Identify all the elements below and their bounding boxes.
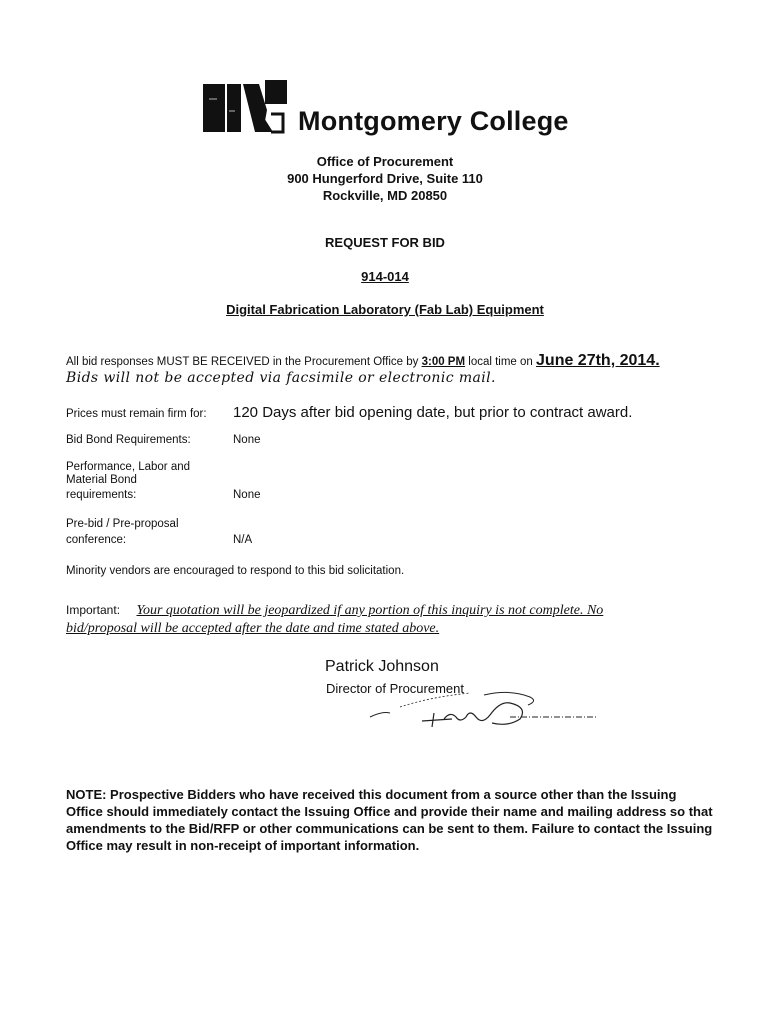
performance-label-line-2: Material Bond: [66, 474, 137, 486]
performance-label-line-3: requirements:: [66, 489, 137, 501]
deadline-date: June 27th, 2014.: [536, 352, 660, 369]
deadline-line: [66, 352, 660, 370]
important-line-2-wrap: [66, 619, 439, 637]
minority-notice: Minority vendors are encouraged to respond to this bid solicitation.: [66, 565, 405, 577]
prebid-label-line-1: Pre-bid / Pre-proposal: [66, 518, 179, 530]
bid-bond-label: Bid Bond Requirements:: [66, 434, 191, 446]
note-paragraph: NOTE: Prospective Bidders who have received this document from a source other than the Issuing Office should immediately contact the Issuing Office and provide their name and mailing address so that amendments to the Bid/RFP or other communications can be sent to them. Failure to contact the Issuing Office may result in non-receipt of important information.: [66, 787, 713, 853]
address-line-2: Rockville, MD 20850: [322, 188, 448, 203]
bid-heading: REQUEST FOR BID: [325, 235, 445, 250]
important-line-2: bid/proposal will be accepted after the date and time stated above.: [66, 621, 440, 636]
project-title: Digital Fabrication Laboratory (Fab Lab) Equipment: [226, 302, 544, 317]
prices-value: 120 Days after bid opening date, but prior to contract award.: [233, 404, 633, 421]
deadline-text-before: All bid responses MUST BE RECEIVED in the Procurement Office by: [66, 356, 422, 368]
important-label: Important:: [66, 603, 121, 617]
montgomery-college-logo: [203, 80, 288, 136]
bid-number: 914-014: [361, 269, 409, 284]
performance-label-line-1: Performance, Labor and: [66, 461, 191, 473]
important-block: [66, 601, 716, 620]
handwritten-signature: [360, 683, 605, 733]
prices-label: Prices must remain firm for:: [66, 408, 207, 420]
prebid-label-line-2: conference:: [66, 534, 127, 546]
performance-value: None: [233, 489, 261, 501]
deadline-time: 3:00 PM: [421, 356, 466, 368]
bid-bond-value: None: [233, 434, 261, 446]
org-name: Montgomery College: [298, 106, 569, 136]
prebid-value: N/A: [233, 534, 253, 546]
no-fax-notice: Bids will not be accepted via facsimile or electronic mail.: [66, 370, 496, 386]
deadline-text-after: local time on: [465, 356, 537, 368]
important-line-1: Your quotation will be jeopardized if any portion of this inquiry is not complete. No: [136, 603, 604, 618]
office-name: Office of Procurement: [316, 154, 454, 169]
address-line-1: 900 Hungerford Drive, Suite 110: [287, 171, 483, 186]
signatory-name: Patrick Johnson: [325, 658, 439, 675]
signatory-title: Director of Procurement: [326, 681, 464, 696]
